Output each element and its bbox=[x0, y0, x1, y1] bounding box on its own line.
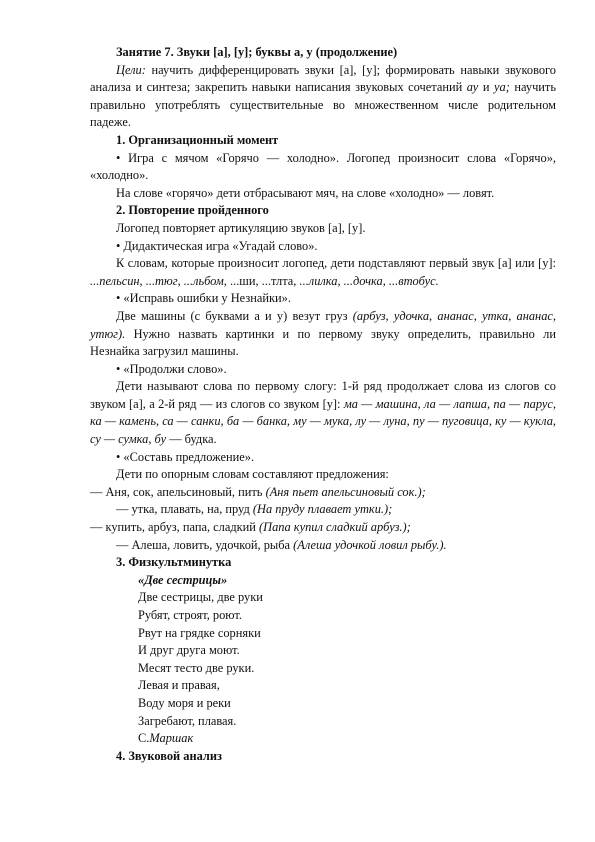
goals-ua: уа; bbox=[494, 80, 510, 95]
poem bbox=[138, 572, 556, 748]
sentence-1-words: — Аня, сок, апельсиновый, пить bbox=[90, 484, 266, 499]
poem-line: Левая и правая, bbox=[138, 678, 220, 693]
section-2-heading: 2. Повторение пройденного bbox=[116, 203, 269, 218]
section-3-heading: 3. Физкультминутка bbox=[116, 555, 232, 570]
section-2-game-guess: • Дидактическая игра «Угадай слово». bbox=[116, 238, 318, 253]
words-intro: К словам, которые произносит логопед, дети подставляют первый звук [а] или [у]: bbox=[116, 256, 556, 271]
sentence-4-answer: (Алеша удочкой ловил рыбу.). bbox=[293, 537, 447, 552]
sentence-2-words: — утка, плавать, на, пруд bbox=[116, 502, 253, 517]
sentence-1-answer: (Аня пьет апельсиновый сок.); bbox=[265, 484, 426, 499]
sentence-item-1 bbox=[90, 484, 556, 502]
section-2-words-paragraph bbox=[90, 255, 556, 290]
words-list-1: ...пельсин, ...тюг, ...льбом, bbox=[90, 273, 230, 288]
section-2-syllables-paragraph bbox=[90, 378, 556, 448]
words-list-2: ...ши, ...тлта, bbox=[230, 273, 300, 288]
goals-au: ау bbox=[466, 80, 479, 95]
syllables-list: ма — машина, ла — лапша, па — парус, ка — камень, са — санки, ба — банка, му — мука, лу — луна, пу — пуговица, ку — кукла, су — сумка, бу bbox=[90, 396, 556, 447]
section-1-game: • Игра с мячом «Горячо — холодно». Логопед произносит слова «Горячо», «холодно». bbox=[90, 150, 556, 183]
sentence-3-words: — купить, арбуз, папа, сладкий bbox=[90, 520, 260, 535]
poem-line: Воду моря и реки bbox=[138, 695, 231, 710]
section-4-heading: 4. Звуковой анализ bbox=[116, 748, 223, 763]
document-content bbox=[90, 44, 556, 765]
poem-line: Рубят, строят, роют. bbox=[138, 608, 242, 622]
goals-text-1: научить дифференцировать звуки [а], [у]; формировать навыки звукового анализа и синтеза; закрепить навыки написания звуковых сочетаний bbox=[90, 62, 556, 95]
sentence-4-words: — Алеша, ловить, удочкой, рыба bbox=[116, 537, 294, 552]
goals-text-2: научить правильно употреблять существительные во множественном числе родительном падеже. bbox=[90, 80, 556, 130]
section-2-cars-paragraph bbox=[90, 308, 556, 361]
cars-cargo: (арбуз, удочка, ананас, утка, ананас, утюг). bbox=[90, 308, 556, 341]
lesson-title: Занятие 7. Звуки [а], [у]; буквы а, у (продолжение) bbox=[116, 45, 398, 59]
goals-and: и bbox=[478, 80, 495, 95]
sentence-3-answer: (Папа купил сладкий арбуз.); bbox=[259, 520, 411, 535]
poem-line: И друг друга моют. bbox=[138, 643, 240, 658]
poem-author-name: Маршак bbox=[149, 731, 194, 746]
words-list-3: ...лилка, ...дочка, ...втобус. bbox=[299, 273, 439, 288]
cars-intro: Две машины (с буквами а и у) везут груз bbox=[116, 308, 353, 323]
section-1-heading: 1. Организационный момент bbox=[116, 132, 279, 147]
section-2-sentence-intro: Дети по опорным словам составляют предложения: bbox=[116, 467, 389, 482]
sentence-item-2 bbox=[90, 501, 556, 519]
goals-label: Цели: bbox=[116, 62, 146, 77]
poem-line: Рвут на грядке сорняки bbox=[138, 625, 261, 640]
cars-task: Нужно назвать картинки и по первому звуку определить, правильно ли Незнайка загрузил машины. bbox=[90, 326, 556, 359]
sentence-item-4 bbox=[90, 537, 556, 555]
poem-title: «Две сестрицы» bbox=[138, 572, 228, 587]
poem-author-initial: С. bbox=[138, 731, 150, 746]
poem-line: Месят тесто две руки. bbox=[138, 660, 255, 675]
section-2-game-fix: • «Исправь ошибки у Незнайки». bbox=[116, 291, 291, 306]
sentence-item-3 bbox=[90, 519, 556, 537]
poem-line: Загребают, плавая. bbox=[138, 713, 237, 728]
goals-paragraph bbox=[90, 62, 556, 132]
poem-line: Две сестрицы, две руки bbox=[138, 590, 263, 605]
syllables-end: — будка. bbox=[166, 432, 217, 447]
poem-author bbox=[138, 730, 556, 748]
section-1-rule: На слове «горячо» дети отбрасывают мяч, на слове «холодно» — ловят. bbox=[116, 185, 495, 200]
section-2-game-continue: • «Продолжи слово». bbox=[116, 361, 227, 376]
section-2-articulation: Логопед повторяет артикуляцию звуков [а], [у]. bbox=[116, 220, 366, 235]
section-2-game-sentence: • «Составь предложение». bbox=[116, 449, 255, 464]
syllables-intro: Дети называют слова по первому слогу: 1-й ряд продолжает слова из слогов со звуком [а], а 2-й ряд — из слогов со звуком [у]: bbox=[90, 379, 556, 411]
sentence-2-answer: (На пруду плавает утки.); bbox=[252, 502, 393, 517]
